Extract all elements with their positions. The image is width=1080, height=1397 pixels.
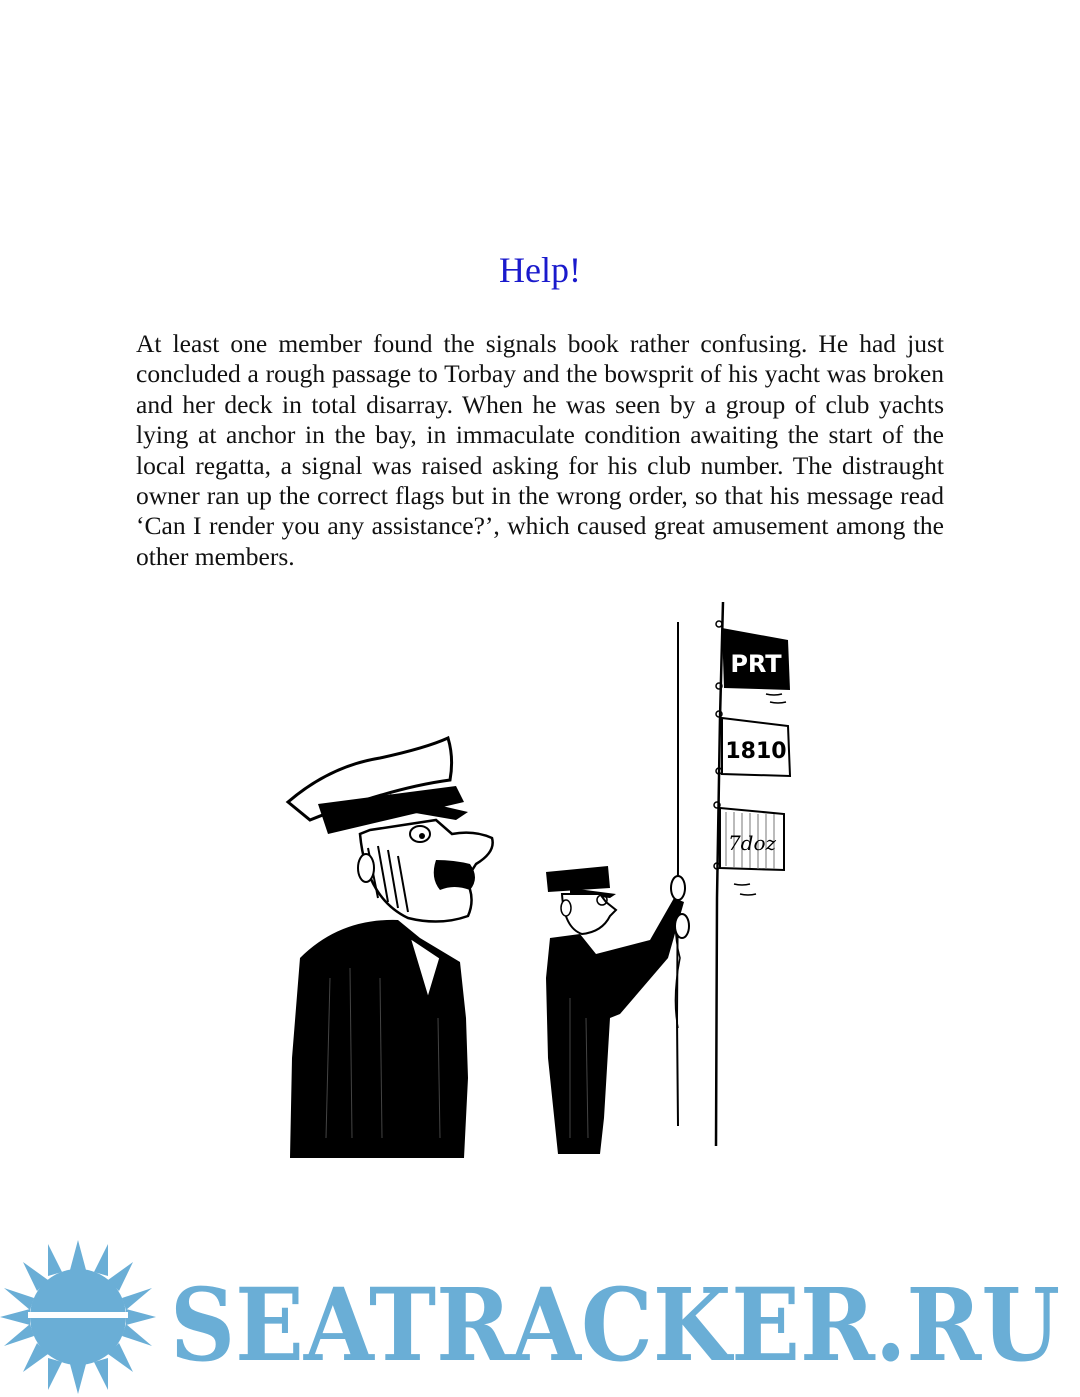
seatracker-watermark (0, 1236, 1080, 1397)
flag-prt (716, 621, 790, 703)
cartoon-illustration (270, 598, 830, 1168)
flag-7doz (714, 802, 784, 895)
flag-7doz-label: 7doz (727, 831, 777, 855)
flag-1810 (716, 711, 790, 776)
flag-prt-label: PRT (730, 650, 782, 678)
small-figure (546, 866, 689, 1154)
captain-figure (288, 738, 493, 1158)
body-paragraph: At least one member found the signals book rather confusing. He had just concluded a rough passage to Torbay and the bowsprit of his yacht was broken and her deck in total disarray. When he was seen by a group of club yachts lying at anchor in the bay, in immaculate condition awaiting the start of the local regatta, a signal was raised asking for his club number. The distraught owner ran up the correct flags but in the wrong order, so that his message read ‘Can I render you any assistance?’, which caused great amusement among the other members. (136, 329, 944, 571)
watermark-text: SEATRACKER.RU (170, 1266, 1060, 1384)
flag-1810-label: 1810 (725, 739, 787, 764)
sun-icon (0, 1240, 156, 1394)
halyard-rope (677, 622, 678, 1126)
page-title: Help! (499, 250, 581, 290)
